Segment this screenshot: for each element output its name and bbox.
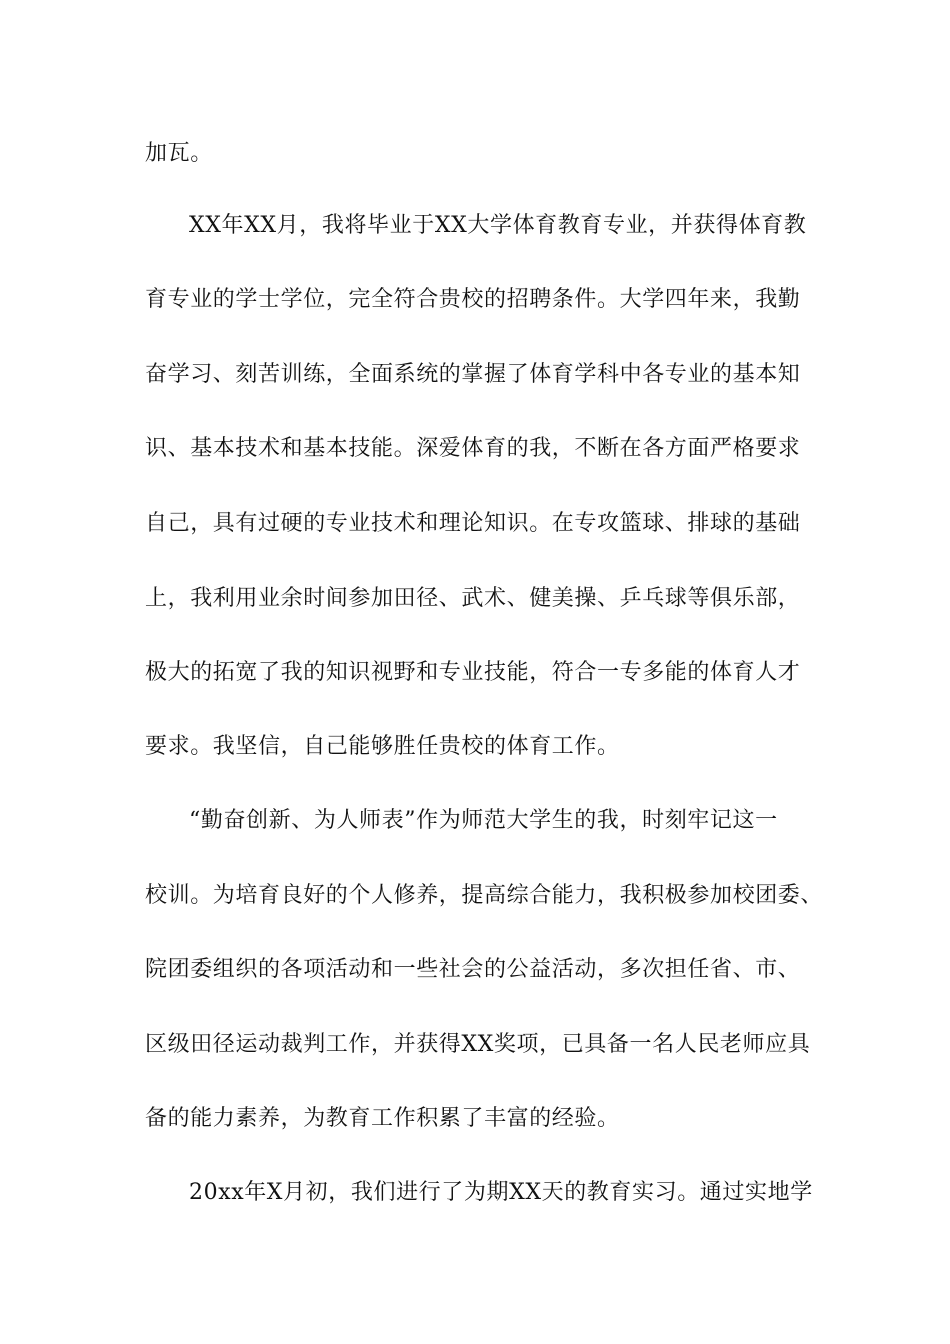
text-line: 自己，具有过硬的专业技术和理论知识。在专攻篮球、排球的基础 xyxy=(145,511,801,536)
text-line: 极大的拓宽了我的知识视野和专业技能，符合一专多能的体育人才 xyxy=(145,660,801,685)
text-line: 育专业的学士学位，完全符合贵校的招聘条件。大学四年来，我勤 xyxy=(145,287,801,312)
paragraph-start-line: “勤奋创新、为人师表”作为师范大学生的我，时刻牢记这一 xyxy=(189,808,778,833)
text-line: 上，我利用业余时间参加田径、武术、健美操、乒乓球等俱乐部， xyxy=(145,586,801,611)
paragraph-start-line: 20xx年X月初，我们进行了为期XX天的教育实习。通过实地学 xyxy=(189,1180,813,1205)
text-line: 备的能力素养，为教育工作积累了丰富的经验。 xyxy=(145,1106,620,1131)
paragraph-start-line: XX年XX月，我将毕业于XX大学体育教育专业，并获得体育教 xyxy=(189,213,807,238)
text-line: 识、基本技术和基本技能。深爱体育的我，不断在各方面严格要求 xyxy=(145,436,801,461)
text-line: 院团委组织的各项活动和一些社会的公益活动，多次担任省、市、 xyxy=(145,957,801,982)
text-line: 要求。我坚信，自己能够胜任贵校的体育工作。 xyxy=(145,734,620,759)
text-line: 区级田径运动裁判工作，并获得XX奖项，已具备一名人民老师应具 xyxy=(145,1032,811,1057)
text-line: 加瓦。 xyxy=(145,141,213,166)
text-line: 校训。为培育良好的个人修养，提高综合能力，我积极参加校团委、 xyxy=(145,883,824,908)
text-line: 奋学习、刻苦训练，全面系统的掌握了体育学科中各专业的基本知 xyxy=(145,362,801,387)
